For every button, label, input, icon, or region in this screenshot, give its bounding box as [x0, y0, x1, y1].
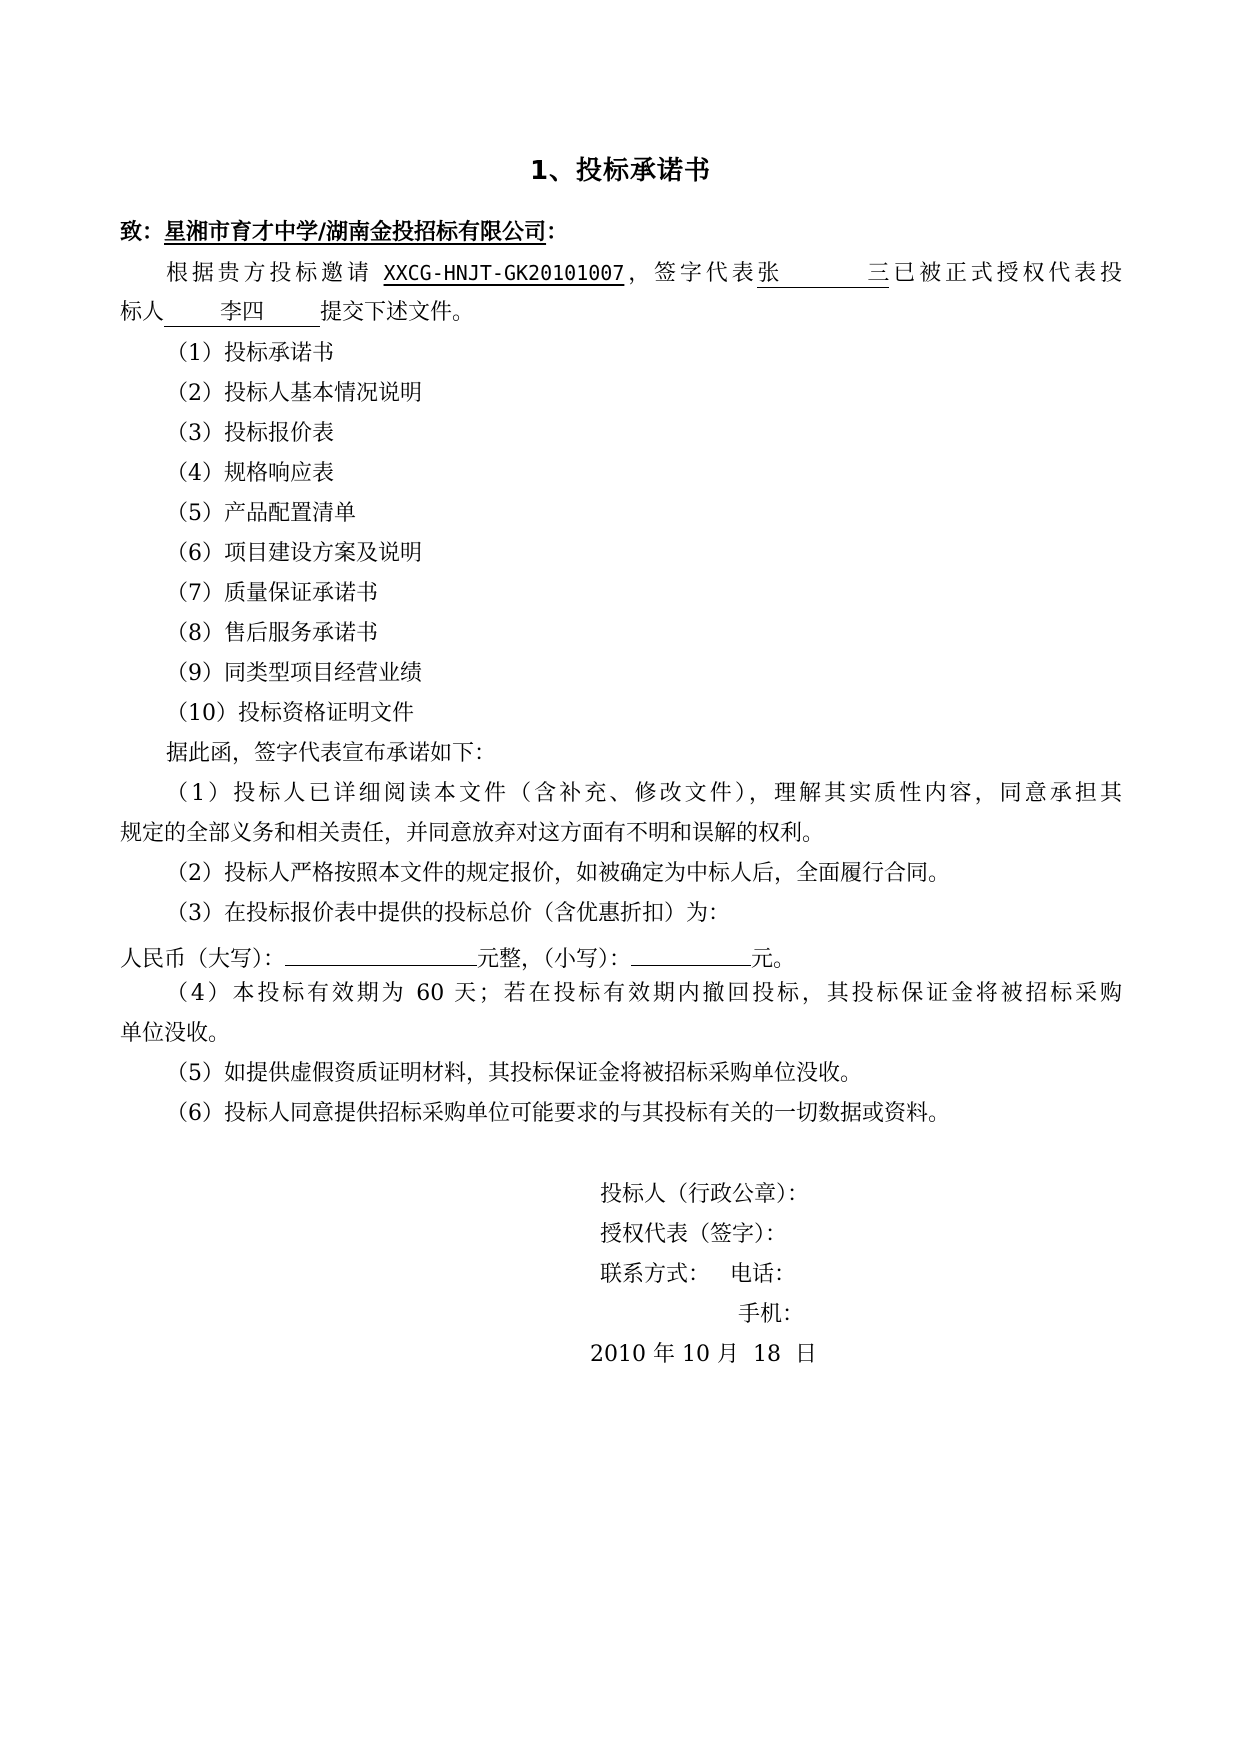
document-item: （4）规格响应表 [166, 461, 334, 486]
intro-line-1 [166, 258, 1122, 288]
rmb-lowercase-label: 元整，（小写）： [477, 947, 632, 972]
intro-text-3: 已被正式授权代表投 [889, 261, 1122, 286]
bidder-field: 李四 [164, 300, 320, 327]
contact-label: 联系方式： [600, 1262, 711, 1287]
representative-field: 张三 [757, 261, 890, 286]
commitment-intro: 据此函，签字代表宣布承诺如下： [166, 741, 497, 766]
recipient-line [120, 218, 568, 248]
phone-label: 电话： [730, 1262, 797, 1287]
bidder-seal-label: 投标人（行政公章）： [600, 1182, 810, 1207]
document-item: （5）产品配置清单 [166, 501, 356, 526]
document-item: （1）投标承诺书 [166, 341, 334, 366]
commitment-5: （5）如提供虚假资质证明材料，其投标保证金将被招标采购单位没收。 [166, 1061, 862, 1086]
yuan-suffix: 元。 [751, 947, 796, 972]
commitment-6: （6）投标人同意提供招标采购单位可能要求的与其投标有关的一切数据或资料。 [166, 1101, 950, 1126]
commitment-1-line-1: （1）投标人已详细阅读本文件（含补充、修改文件），理解其实质性内容，同意承担其 [166, 781, 1122, 806]
rmb-uppercase-field[interactable] [285, 939, 477, 966]
recipient-name: 星湘市育才中学/湖南金投招标有限公司 [164, 220, 547, 245]
signature-date: 2010 年 10 月 18 日 [590, 1342, 817, 1367]
rmb-lowercase-field[interactable] [631, 939, 751, 966]
contact-line [600, 1260, 796, 1290]
document-item: （10）投标资格证明文件 [166, 701, 414, 726]
document-item: （9）同类型项目经营业绩 [166, 661, 422, 686]
intro-text-4: 标人 [120, 300, 165, 325]
invitation-number: XXCG-HNJT-GK20101007 [383, 261, 625, 285]
document-item: （8）售后服务承诺书 [166, 621, 378, 646]
page-title: 1、投标承诺书 [529, 156, 712, 186]
commitment-4-line-1: （4）本投标有效期为 60 天；若在投标有效期内撤回投标，其投标保证金将被招标采购 [166, 981, 1122, 1006]
commitment-1-line-2: 规定的全部义务和相关责任，并同意放弃对这方面有不明和误解的权利。 [120, 821, 825, 846]
document-item: （3）投标报价表 [166, 421, 334, 446]
intro-text-1: 根据贵方投标邀请 [166, 261, 384, 286]
commitment-3-line-1: （3）在投标报价表中提供的投标总价（含优惠折扣）为： [166, 901, 730, 926]
commitment-2: （2）投标人严格按照本文件的规定报价，如被确定为中标人后，全面履行合同。 [166, 861, 950, 886]
intro-line-2 [120, 298, 474, 328]
commitment-4-line-2: 单位没收。 [120, 1021, 231, 1046]
recipient-suffix: ： [546, 220, 569, 245]
rmb-uppercase-label: 人民币（大写）： [120, 947, 286, 972]
mobile-label: 手机： [738, 1302, 805, 1327]
intro-text-5: 提交下述文件。 [320, 300, 475, 325]
document-item: （6）项目建设方案及说明 [166, 541, 422, 566]
commitment-3-price-line [120, 939, 796, 972]
document-item: （2）投标人基本情况说明 [166, 381, 422, 406]
authorized-rep-label: 授权代表（签字）： [600, 1222, 788, 1247]
document-item: （7）质量保证承诺书 [166, 581, 378, 606]
intro-text-2: ，签字代表 [624, 261, 758, 286]
recipient-prefix: 致： [120, 220, 165, 245]
